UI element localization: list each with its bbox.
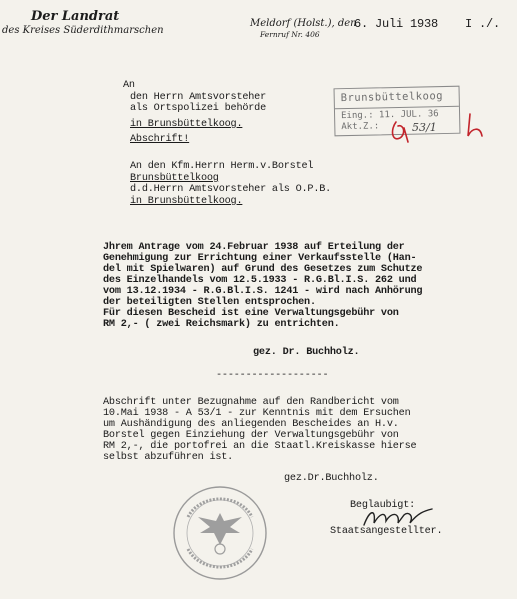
recipient-line: den Herrn Amtsvorsteher [130,92,267,103]
official-seal [170,483,270,583]
handwritten-file-number: 53/1 [412,121,437,134]
office-subtitle: des Kreises Süderdithmarschen [2,25,164,36]
body-line: vom 13.12.1934 - R.G.Bl.I.S. 1241 - wird nach Anhörung [103,286,423,297]
certified-label: Beglaubigt: [350,500,416,511]
recipient-an: An [123,80,135,91]
handwritten-signature [360,505,440,531]
copy-note-signature: gez.Dr.Buchholz. [284,473,379,484]
body-line: Jhrem Antrage vom 24.Februar 1938 auf Erteilung der [103,242,405,253]
certifier-title: Staatsangestellter. [330,526,443,537]
recipient2-line: An den Kfm.Herrn Herm.v.Borstel [130,161,314,172]
stamp-file-number: Akt.Z.: [341,121,380,133]
separator-line: ------------------- [216,370,329,381]
recipient2-line: in Brunsbüttelkoog. [130,196,243,207]
copy-note-line: selbst abzuführen ist. [103,452,234,463]
body-signature: gez. Dr. Buchholz. [253,347,360,358]
copy-note-line: RM 2,-, die portofrei an die Staatl.Kreiskasse hierse [103,441,417,452]
body-line: Für diesen Bescheid ist eine Verwaltungsgebühr von [103,308,399,319]
office-title: Der Landrat [31,9,120,24]
body-line: RM 2,- ( zwei Reichsmark) zu entrichten. [103,319,340,330]
recipient2-line: Brunsbüttelkoog [130,173,219,184]
place-line: Meldorf (Holst.), den [250,18,357,29]
body-line: del mit Spielwaren) auf Grund des Gesetzes zum Schutze [103,264,423,275]
recipient-line: als Ortspolizei behörde [130,103,267,114]
reference-mark: I ./. [465,17,501,31]
copy-label: Abschrift! [130,134,190,145]
handwritten-red-marks [388,110,488,150]
copy-note-line: um Aushändigung des anliegenden Bescheides an H.v. [103,419,399,430]
phone-number: Fernruf Nr. 406 [260,30,320,39]
stamp-place: Brunsbüttelkoog [340,90,444,105]
recipient2-line: d.d.Herrn Amtsvorsteher als O.P.B. [130,184,332,195]
recipient-line: in Brunsbüttelkoog. [130,119,243,130]
copy-note-line: 10.Mai 1938 - A 53/1 - zur Kenntnis mit dem Ersuchen [103,408,411,419]
body-line: Genehmigung zur Errichtung einer Verkaufsstelle (Han- [103,253,417,264]
body-line: der beteiligten Stellen entsprochen. [103,297,316,308]
document-date: 6. Juli 1938 [354,17,439,31]
stamp-divider [335,106,459,110]
copy-note-line: Abschrift unter Bezugnahme auf den Randbericht vom [103,397,399,408]
stamp-received-date: Eing.: 11. JUL. 36 [340,109,439,122]
copy-note-line: Borstel gegen Einziehung der Verwaltungsgebühr von [103,430,399,441]
body-line: des Einzelhandels vom 12.5.1933 - R.G.Bl.I.S. 262 und [103,275,417,286]
